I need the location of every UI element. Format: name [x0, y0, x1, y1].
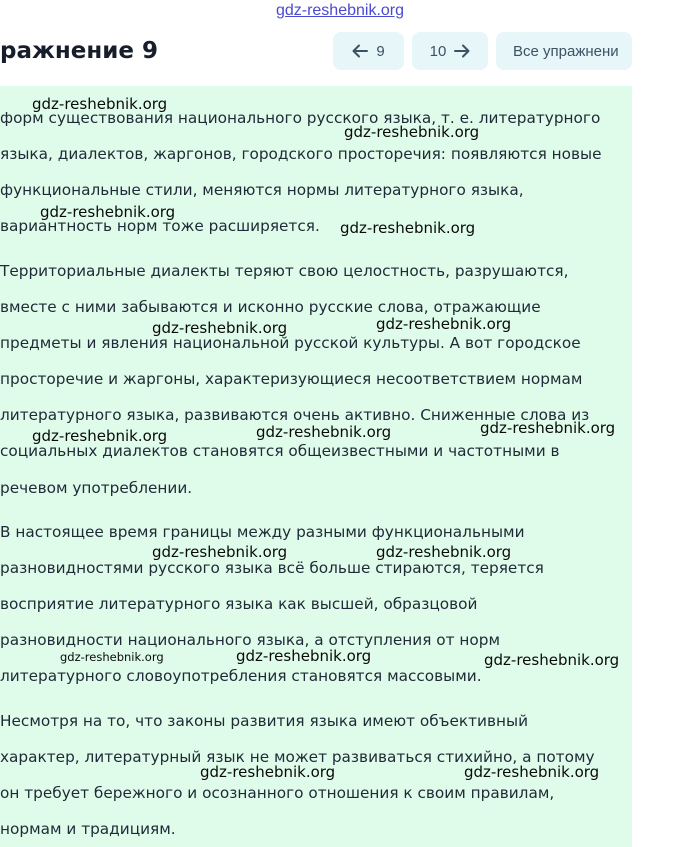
watermark: gdz-reshebnik.org [340, 219, 476, 237]
text-line: В настоящее время границы между разными функциональными [0, 523, 525, 541]
watermark: gdz-reshebnik.org [344, 123, 480, 141]
text-line: форм существования национального русского языка, т. е. литературного [0, 109, 601, 127]
site-url-link[interactable]: gdz-reshebnik.org [275, 2, 405, 19]
arrow-right-icon [454, 44, 470, 58]
text-line: функциональные стили, меняются нормы литературного языка, [0, 181, 524, 199]
watermark: gdz-reshebnik.org [152, 319, 288, 337]
answer-text [0, 86, 632, 847]
watermark: gdz-reshebnik.org [40, 203, 176, 221]
prev-exercise-label: 9 [376, 42, 385, 60]
text-line: разновидностями русского языка всё больше стираются, теряется [0, 559, 544, 577]
text-line: разновидности национального языка, а отступления от норм [0, 631, 501, 649]
watermark: gdz-reshebnik.org [256, 423, 392, 441]
text-line: характер, литературный язык не может развиваться стихийно, а потому [0, 748, 595, 766]
text-line: восприятие литературного языка как высшей, образцовой [0, 595, 478, 613]
watermark: gdz-reshebnik.org [484, 651, 620, 669]
all-exercises-label: Все упражнени [513, 42, 619, 60]
watermark: gdz-reshebnik.org [480, 419, 616, 437]
page-title: ражнение 9 [0, 38, 158, 64]
watermark: gdz-reshebnik.org [236, 647, 372, 665]
text-line: речевом употреблении. [0, 479, 193, 497]
text-line: просторечие и жаргоны, характеризующиеся несоответствием нормам [0, 370, 583, 388]
next-exercise-label: 10 [429, 42, 447, 60]
watermark: gdz-reshebnik.org [32, 427, 168, 445]
watermark: gdz-reshebnik.org [200, 763, 336, 781]
exercise-header [0, 28, 632, 80]
arrow-left-icon [352, 44, 368, 58]
text-line: литературного словоупотребления становятся массовыми. [0, 667, 482, 685]
watermark: gdz-reshebnik.org [464, 763, 600, 781]
text-line: вместе с ними забываются и исконно русские слова, отражающие [0, 298, 541, 316]
text-line: вариантность норм тоже расширяется. [0, 217, 320, 235]
text-line: языка, диалектов, жаргонов, городского просторечия: появляются новые [0, 145, 602, 163]
prev-exercise-button[interactable] [333, 32, 404, 70]
text-line: Несмотря на то, что законы развития языка имеют объективный [0, 712, 529, 730]
watermark: gdz-reshebnik.org [152, 543, 288, 561]
text-line: социальных диалектов становятся общеизвестными и частотными в [0, 442, 560, 460]
text-line: нормам и традициям. [0, 820, 176, 838]
text-line: Территориальные диалекты теряют свою целостность, разрушаются, [0, 262, 569, 280]
watermark: gdz-reshebnik.org [32, 95, 168, 113]
text-line: он требует бережного и осознанного отношения к своим правилам, [0, 784, 555, 802]
all-exercises-button[interactable] [496, 32, 632, 70]
next-exercise-button[interactable] [412, 32, 488, 70]
watermark: gdz-reshebnik.org [376, 315, 512, 333]
watermark: gdz-reshebnik.org [60, 650, 164, 664]
watermark: gdz-reshebnik.org [376, 543, 512, 561]
text-line: предметы и явления национальной русской культуры. А вот городское [0, 334, 581, 352]
text-line: литературного языка, развиваются очень активно. Сниженные слова из [0, 406, 590, 424]
